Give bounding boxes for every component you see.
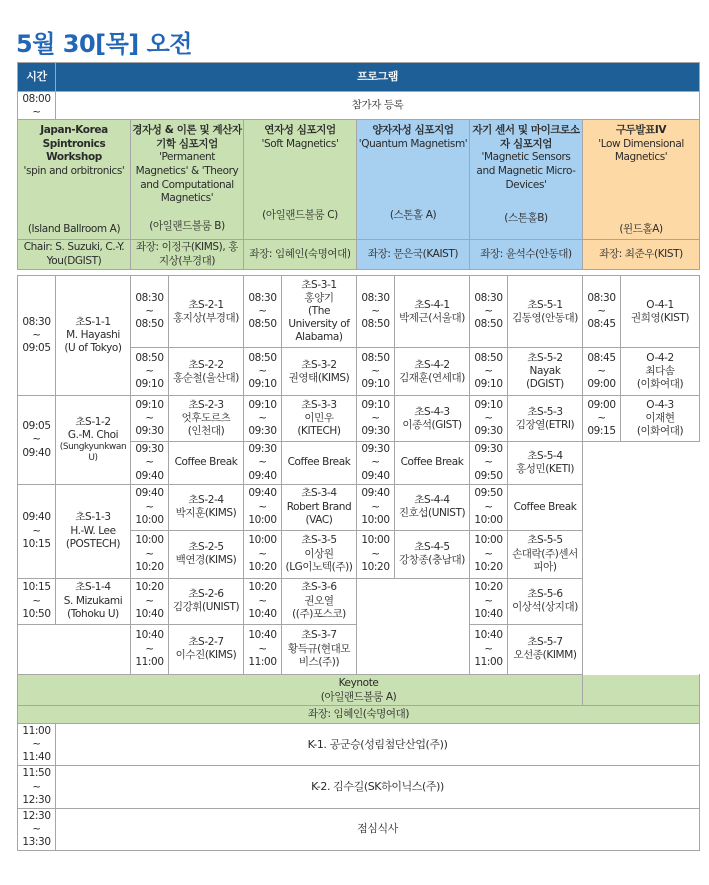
s5-time: 09:50 ~ 10:00 bbox=[470, 484, 508, 530]
session-6-room: (윈드홀A) bbox=[619, 222, 663, 235]
s5-talk: Coffee Break bbox=[508, 484, 583, 530]
s5-time: 09:30 ~ 09:50 bbox=[470, 442, 508, 484]
s4-empty bbox=[357, 578, 470, 674]
s5-talk: 초S-5-7 오선종(KIMM) bbox=[508, 624, 583, 674]
session-3-subtitle: 'Soft Magnetics' bbox=[261, 137, 339, 150]
s3-talk: 초S-3-2 권영태(KIMS) bbox=[282, 348, 357, 396]
session-2-title: 경자성 & 이론 및 계산자기학 심포지엄 bbox=[132, 124, 242, 150]
s2-talk: 초S-2-3 엇후도르츠 (인천대) bbox=[169, 396, 244, 442]
session-3-chair: 좌장: 임혜인(숙명여대) bbox=[244, 240, 357, 270]
s4-talk: Coffee Break bbox=[395, 442, 470, 484]
s6-talk: O-4-1 권희영(KIST) bbox=[621, 276, 700, 348]
s1-time: 09:05 ~ 09:40 bbox=[18, 396, 56, 484]
s6-time: 09:00 ~ 09:15 bbox=[583, 396, 621, 442]
s4-talk: 초S-4-2 김재훈(연세대) bbox=[395, 348, 470, 396]
s6-talk: O-4-3 이재현 (이화여대) bbox=[621, 396, 700, 442]
keynote-header bbox=[18, 674, 700, 705]
k2-time: 11:50 ~ 12:30 bbox=[18, 766, 56, 808]
s3-time: 08:50 ~ 09:10 bbox=[244, 348, 282, 396]
reg-label: 참가자 등록 bbox=[56, 92, 700, 120]
k1-time: 11:00 ~ 11:40 bbox=[18, 724, 56, 766]
s1-time: 10:15 ~ 10:50 bbox=[18, 578, 56, 624]
s3-time: 10:40 ~ 11:00 bbox=[244, 624, 282, 674]
session-5-chair: 좌장: 윤석수(안동대) bbox=[470, 240, 583, 270]
s3-talk: 초S-3-1 홍양기 (The University of Alabama) bbox=[282, 276, 357, 348]
s3-time: 09:30 ~ 09:40 bbox=[244, 442, 282, 484]
session-4-room: (스톤홀 A) bbox=[389, 209, 437, 222]
s4-talk: 초S-4-3 이종석(GIST) bbox=[395, 396, 470, 442]
s5-talk: 초S-5-5 손대락(주)센서 피아) bbox=[508, 530, 583, 578]
s4-time: 08:30 ~ 08:50 bbox=[357, 276, 395, 348]
s3-talk: Coffee Break bbox=[282, 442, 357, 484]
s1-time: 08:30 ~ 09:05 bbox=[18, 276, 56, 396]
s4-time: 08:50 ~ 09:10 bbox=[357, 348, 395, 396]
s3-time: 10:00 ~ 10:20 bbox=[244, 530, 282, 578]
s6-time: 08:30 ~ 08:45 bbox=[583, 276, 621, 348]
s2-talk: Coffee Break bbox=[169, 442, 244, 484]
s5-time: 10:20 ~ 10:40 bbox=[470, 578, 508, 624]
session-5-room: (스톤홀B) bbox=[504, 212, 548, 225]
s3-time: 10:20 ~ 10:40 bbox=[244, 578, 282, 624]
session-6-header bbox=[583, 120, 700, 240]
s2-time: 10:00 ~ 10:20 bbox=[131, 530, 169, 578]
keynote-title: Keynote bbox=[338, 676, 379, 689]
session-1-title: Japan-Korea Spintronics Workshop bbox=[40, 124, 108, 164]
session-6-subtitle: 'Low Dimensional Magnetics' bbox=[598, 137, 684, 164]
s2-time: 10:40 ~ 11:00 bbox=[131, 624, 169, 674]
s3-talk: 초S-3-3 이민우 (KITECH) bbox=[282, 396, 357, 442]
session-1-room: (Island Ballroom A) bbox=[27, 222, 121, 235]
s1-talk-name: 초S-1-2 G.-M. Choi bbox=[67, 415, 119, 441]
s6-talk: O-4-2 최다솜 (이화여대) bbox=[621, 348, 700, 396]
s3-talk: 초S-3-4 Robert Brand (VAC) bbox=[282, 484, 357, 530]
session-4-header bbox=[357, 120, 470, 240]
s3-time: 08:30 ~ 08:50 bbox=[244, 276, 282, 348]
s2-time: 08:30 ~ 08:50 bbox=[131, 276, 169, 348]
reg-time: 08:00 ~ bbox=[18, 92, 56, 120]
s5-talk: 초S-5-6 이상석(상지대) bbox=[508, 578, 583, 624]
s2-time: 08:50 ~ 09:10 bbox=[131, 348, 169, 396]
lunch-time: 12:30 ~ 13:30 bbox=[18, 808, 56, 850]
s5-talk: 초S-5-2 Nayak (DGIST) bbox=[508, 348, 583, 396]
session-5-subtitle: 'Magnetic Sensors and Magnetic Micro-Devices' bbox=[476, 151, 576, 191]
s1-talk: 초S-1-3 H.-W. Lee (POSTECH) bbox=[56, 484, 131, 578]
s4-time: 09:30 ~ 09:40 bbox=[357, 442, 395, 484]
s1-talk-affil: (Sungkyunkwan U) bbox=[59, 441, 127, 464]
program-header: 프로그램 bbox=[56, 63, 700, 92]
s2-talk: 초S-2-6 김강휘(UNIST) bbox=[169, 578, 244, 624]
session-2-chair: 좌장: 이정구(KIMS), 홍지상(부경대) bbox=[131, 240, 244, 270]
s6-empty bbox=[583, 442, 700, 706]
s5-time: 09:10 ~ 09:30 bbox=[470, 396, 508, 442]
session-1-header bbox=[18, 120, 131, 240]
s2-time: 09:40 ~ 10:00 bbox=[131, 484, 169, 530]
s4-time: 09:40 ~ 10:00 bbox=[357, 484, 395, 530]
s4-time: 10:00 ~ 10:20 bbox=[357, 530, 395, 578]
session-5-header bbox=[470, 120, 583, 240]
s5-time: 08:30 ~ 08:50 bbox=[470, 276, 508, 348]
s5-time: 10:40 ~ 11:00 bbox=[470, 624, 508, 674]
session-5-title: 자기 센서 및 마이크로소자 심포지엄 bbox=[472, 124, 580, 150]
keynote-room: (아일랜드볼룸 A) bbox=[320, 690, 397, 703]
s2-talk: 초S-2-7 이수진(KIMS) bbox=[169, 624, 244, 674]
s5-talk: 초S-5-1 김동영(안동대) bbox=[508, 276, 583, 348]
k1-label: K-1. 공군승(성림첨단산업(주)) bbox=[56, 724, 700, 766]
k2-label: K-2. 김수길(SK하이닉스(주)) bbox=[56, 766, 700, 808]
s1-talk: 초S-1-4 S. Mizukami (Tohoku U) bbox=[56, 578, 131, 624]
s5-talk: 초S-5-4 홍성민(KETI) bbox=[508, 442, 583, 484]
s3-talk: 초S-3-6 권오열 ((주)포스코) bbox=[282, 578, 357, 624]
s3-time: 09:10 ~ 09:30 bbox=[244, 396, 282, 442]
keynote-chair: 좌장: 임혜인(숙명여대) bbox=[18, 706, 700, 724]
s6-time: 08:45 ~ 09:00 bbox=[583, 348, 621, 396]
s1-empty bbox=[18, 624, 131, 674]
s1-time: 09:40 ~ 10:15 bbox=[18, 484, 56, 578]
s3-time: 09:40 ~ 10:00 bbox=[244, 484, 282, 530]
s4-talk: 초S-4-5 강창종(충남대) bbox=[395, 530, 470, 578]
session-3-header bbox=[244, 120, 357, 240]
session-2-room: (아일랜드볼룸 B) bbox=[149, 219, 225, 232]
session-4-subtitle: 'Quantum Magnetism' bbox=[358, 137, 468, 150]
time-header: 시간 bbox=[18, 63, 56, 92]
s2-talk: 초S-2-1 홍지상(부경대) bbox=[169, 276, 244, 348]
session-1-subtitle: 'spin and orbitronics' bbox=[23, 164, 125, 177]
s2-time: 09:30 ~ 09:40 bbox=[131, 442, 169, 484]
page-title: 5월 30[목] 오전 bbox=[16, 30, 192, 58]
s1-talk: 초S-1-1 M. Hayashi (U of Tokyo) bbox=[56, 276, 131, 396]
s2-time: 09:10 ~ 09:30 bbox=[131, 396, 169, 442]
session-4-title: 양자자성 심포지엄 bbox=[372, 124, 454, 136]
s3-talk: 초S-3-5 이상원 (LG이노텍(주)) bbox=[282, 530, 357, 578]
s2-time: 10:20 ~ 10:40 bbox=[131, 578, 169, 624]
s4-time: 09:10 ~ 09:30 bbox=[357, 396, 395, 442]
s2-talk: 초S-2-2 홍순철(울산대) bbox=[169, 348, 244, 396]
session-2-subtitle: 'Permanent Magnetics' & 'Theory and Computational Magnetics' bbox=[135, 151, 239, 205]
session-6-chair: 좌장: 최준우(KIST) bbox=[583, 240, 700, 270]
s2-talk: 초S-2-5 백연경(KIMS) bbox=[169, 530, 244, 578]
session-3-title: 연자성 심포지엄 bbox=[264, 124, 336, 136]
s4-talk: 초S-4-4 진호섭(UNIST) bbox=[395, 484, 470, 530]
schedule-table bbox=[17, 62, 700, 851]
session-2-header bbox=[131, 120, 244, 240]
s3-talk: 초S-3-7 황득규(현대모 비스(주)) bbox=[282, 624, 357, 674]
session-6-title: 구두발표IV bbox=[615, 124, 667, 136]
s4-talk: 초S-4-1 박제근(서울대) bbox=[395, 276, 470, 348]
session-1-chair: Chair: S. Suzuki, C.-Y. You(DGIST) bbox=[18, 240, 131, 270]
s1-talk bbox=[56, 396, 131, 484]
lunch-label: 점심식사 bbox=[56, 808, 700, 850]
s2-talk: 초S-2-4 박지훈(KIMS) bbox=[169, 484, 244, 530]
session-4-chair: 좌장: 문은국(KAIST) bbox=[357, 240, 470, 270]
s5-time: 08:50 ~ 09:10 bbox=[470, 348, 508, 396]
s5-talk: 초S-5-3 김장열(ETRI) bbox=[508, 396, 583, 442]
s5-time: 10:00 ~ 10:20 bbox=[470, 530, 508, 578]
session-3-room: (아일랜드볼룸 C) bbox=[262, 209, 338, 222]
